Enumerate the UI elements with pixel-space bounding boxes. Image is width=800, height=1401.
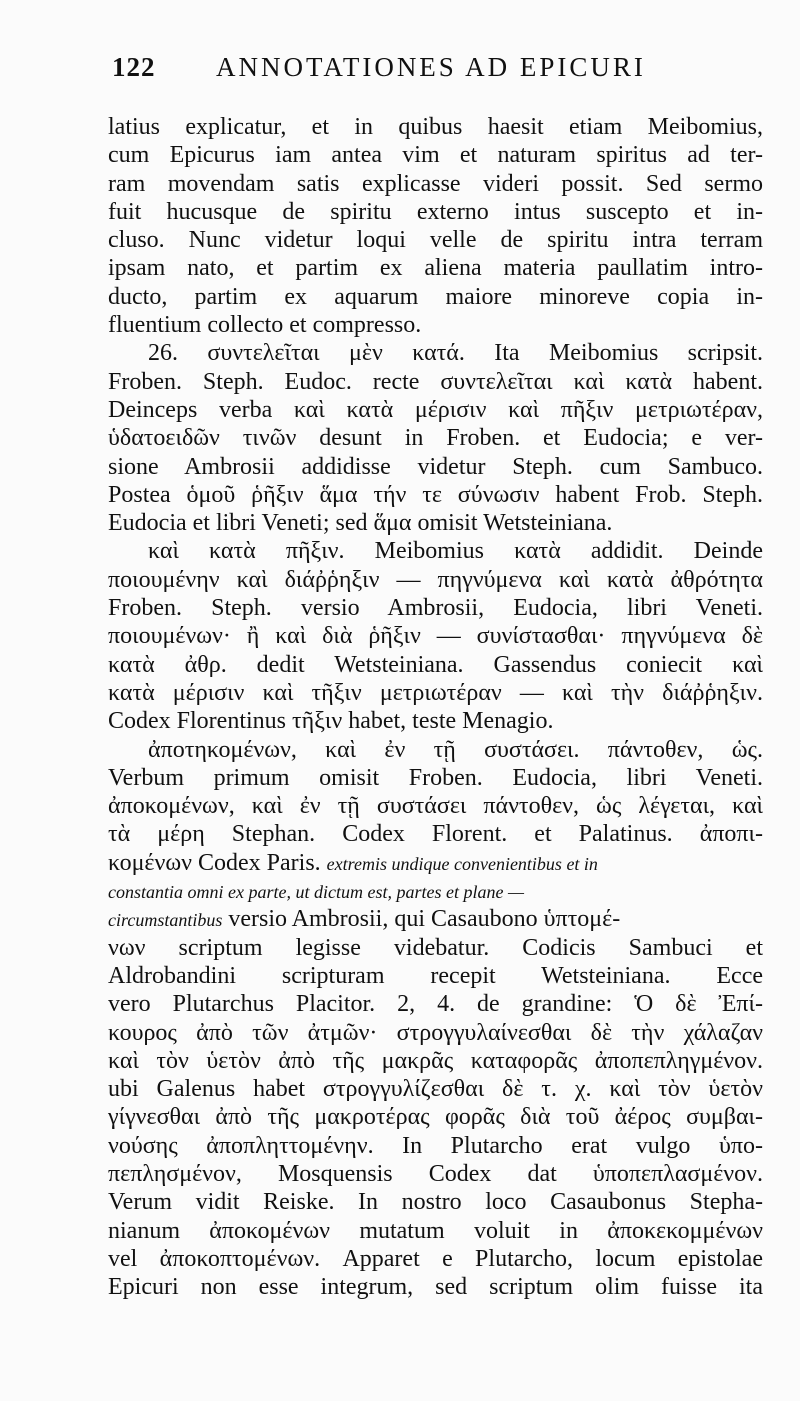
text-line: vel ἀποκοπτομένων. Apparet e Plutarcho, locum epistolae (108, 1245, 763, 1272)
text-line: νων scriptum legisse videbatur. Codicis Sambuci et (108, 934, 763, 961)
text-line (108, 849, 763, 877)
text-line: καὶ κατὰ πῆξιν. Meibomius κατὰ addidit. Deinde (148, 538, 763, 565)
text-line: 26. συντελεῖται μὲν κατά. Ita Meibomius scripsit. (148, 340, 763, 367)
annotation-text (108, 113, 763, 1301)
text-line: nianum ἀποκομένων mutatum voluit in ἀποκεκομμένων (108, 1217, 763, 1244)
text-line (108, 877, 763, 905)
text-line: τὰ μέρη Stephan. Codex Florent. et Palatinus. ἀποπι- (108, 821, 763, 848)
text-line: ram movendam satis explicasse videri possit. Sed sermo (108, 170, 763, 197)
text-line: Froben. Steph. versio Ambrosii, Eudocia, libri Veneti. (108, 595, 763, 622)
running-head (112, 52, 760, 92)
text-line: ποιουμένων· ἢ καὶ διὰ ῥῆξιν — συνίστασθαι· πηγνύμενα δὲ (108, 623, 763, 650)
text-line: κατὰ μέρισιν καὶ τῆξιν μετριωτέραν — καὶ τὴν διάῤῥηξιν. (108, 679, 763, 706)
text-line: πεπλησμένον, Mosquensis Codex dat ὑποπεπλασμένον. (108, 1160, 763, 1187)
text-line: Epicuri non esse integrum, sed scriptum olim fuisse ita (108, 1274, 763, 1301)
text-segment: κομένων Codex Paris. (108, 849, 321, 876)
text-line: Verum vidit Reiske. In nostro loco Casaubonus Stepha- (108, 1189, 763, 1216)
page-number: 122 (112, 52, 156, 82)
text-line: κατὰ ἀθρ. dedit Wetsteiniana. Gassendus coniecit καὶ (108, 651, 763, 678)
text-line: vero Plutarchus Placitor. 2, 4. de grandine: Ὁ δὲ Ἐπί- (108, 991, 763, 1018)
text-line: γίγνεσθαι ἀπὸ τῆς μακροτέρας φορᾶς διὰ τοῦ ἀέρος συμβαι- (108, 1104, 763, 1131)
text-line: Codex Florentinus τῆξιν habet, teste Menagio. (108, 708, 554, 735)
text-line: ubi Galenus habet στρογγυλίζεσθαι δὲ τ. χ. καὶ τὸν ὑετὸν (108, 1076, 763, 1103)
text-line: Deinceps verba καὶ κατὰ μέρισιν καὶ πῆξιν μετριωτέραν, (108, 396, 763, 423)
text-line: Froben. Steph. Eudoc. recte συντελεῖται καὶ κατὰ habent. (108, 368, 763, 395)
text-line (108, 905, 763, 933)
text-segment: versio Ambrosii, qui Casaubono ὑπτομέ- (228, 906, 621, 933)
text-line: ipsam nato, et partim ex aliena materia paullatim intro- (108, 255, 763, 282)
text-line: Aldrobandini scripturam recepit Wetsteiniana. Ecce (108, 962, 763, 989)
latin-version-italic: circumstantibus (108, 910, 223, 931)
latin-version-italic: extremis undique convenientibus et in (326, 853, 598, 874)
text-line: ἀποκομένων, καὶ ἐν τῇ συστάσει πάντοθεν, ὡς λέγεται, καὶ (108, 793, 763, 820)
running-title: ANNOTATIONES AD EPICURI (216, 52, 646, 82)
text-line: ducto, partim ex aquarum maiore minoreve copia in- (108, 283, 763, 310)
text-line: Eudocia et libri Veneti; sed ἅμα omisit Wetsteiniana. (108, 510, 613, 537)
text-line: ποιουμένην καὶ διάῤῥηξιν — πηγνύμενα καὶ κατὰ ἀθρότητα (108, 566, 763, 593)
text-line: cum Epicurus iam antea vim et naturam spiritus ad ter- (108, 142, 763, 169)
text-line: sione Ambrosii addidisse videtur Steph. cum Sambuco. (108, 453, 763, 480)
text-line: κουρος ἀπὸ τῶν ἀτμῶν· στρογγυλαίνεσθαι δὲ τὴν χάλαζαν (108, 1019, 763, 1046)
text-line: Postea ὁμοῦ ῥῆξιν ἅμα τήν τε σύνωσιν habent Frob. Steph. (108, 481, 763, 508)
text-line: ὑδατοειδῶν τινῶν desunt in Froben. et Eudocia; e ver- (108, 425, 763, 452)
latin-version-italic: constantia omni ex parte, ut dictum est, partes et plane — (108, 882, 524, 903)
text-line: Verbum primum omisit Froben. Eudocia, libri Veneti. (108, 764, 763, 791)
text-line: latius explicatur, et in quibus haesit etiam Meibomius, (108, 114, 763, 140)
text-line: νούσης ἀποπληττομένην. In Plutarcho erat vulgo ὑπο- (108, 1132, 763, 1159)
text-line: fuit hucusque de spiritu externo intus suscepto et in- (108, 198, 763, 225)
text-line: fluentium collecto et compresso. (108, 312, 422, 339)
text-line: καὶ τὸν ὑετὸν ἀπὸ τῆς μακρᾶς καταφορᾶς ἀποπεπληγμένον. (108, 1047, 763, 1074)
text-line: ἀποτηκομένων, καὶ ἐν τῇ συστάσει. πάντοθεν, ὡς. (148, 736, 763, 763)
text-line: cluso. Nunc videtur loqui velle de spiritu intra terram (108, 227, 763, 254)
